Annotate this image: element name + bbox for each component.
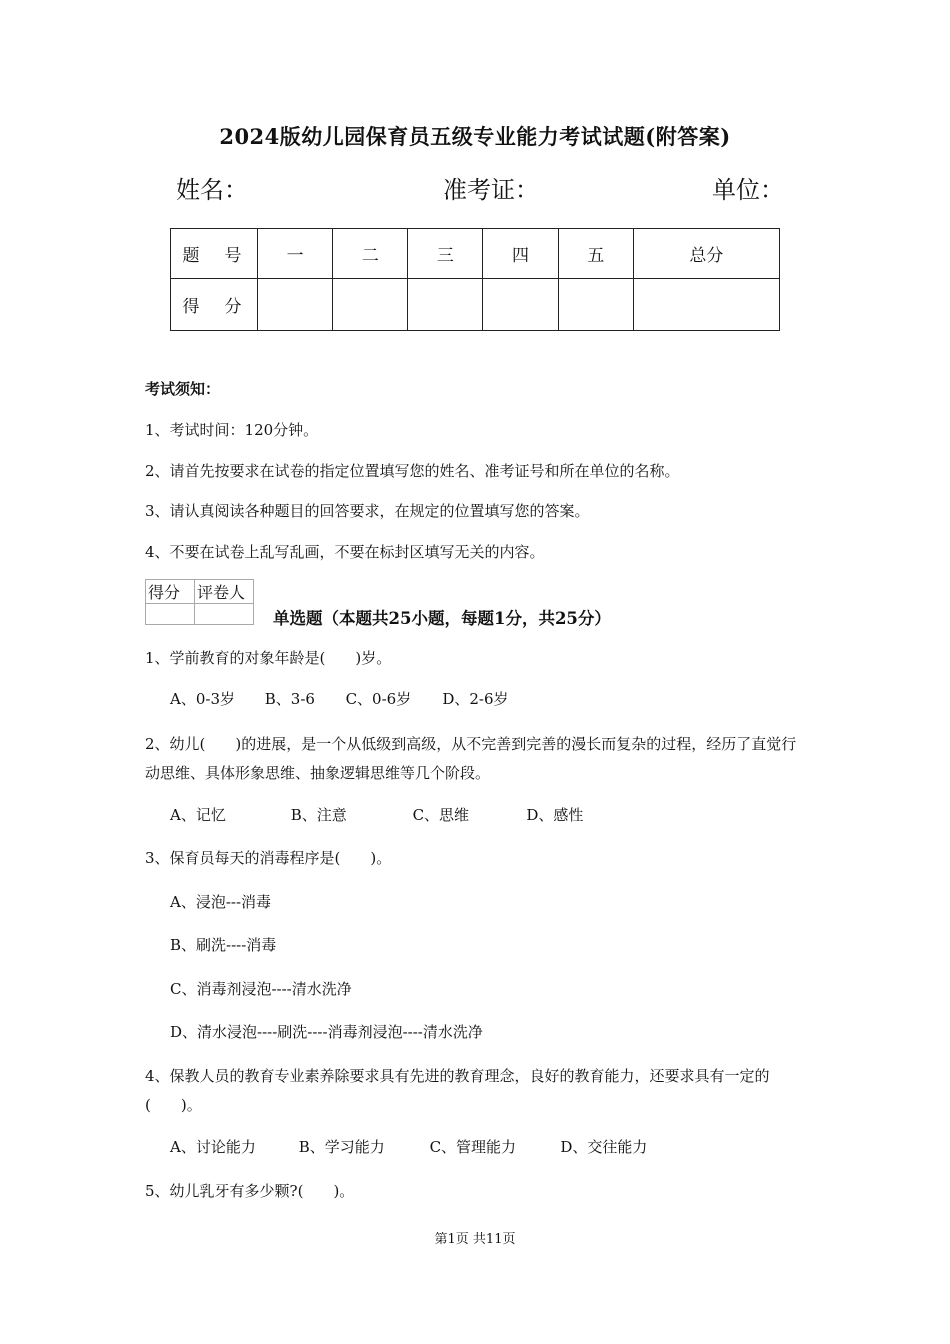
grader-box [145, 579, 254, 625]
grader-box-score-label: 得分 [146, 580, 195, 604]
notice-item: 3、请认真阅读各种题目的回答要求，在规定的位置填写您的答案。 [145, 502, 590, 520]
question-5-text: 5、幼儿乳牙有多少颗?( )。 [145, 1182, 355, 1200]
score-table [170, 228, 780, 331]
option: B、学习能力 [298, 1138, 385, 1156]
score-table-header-cell: 题 号 [171, 229, 258, 279]
exam-id-field-label: 准考证： [443, 176, 539, 204]
score-cell[interactable] [333, 279, 408, 331]
question-2-options [170, 804, 583, 825]
question-1-options [170, 688, 509, 709]
option: C、0-6岁 [345, 690, 412, 708]
option: B、3-6 [264, 690, 315, 708]
score-table-header-cell: 一 [258, 229, 333, 279]
question-3-option: B、刷洗----消毒 [170, 936, 277, 954]
score-table-score-row [171, 279, 780, 331]
grader-box-score-cell[interactable] [146, 604, 195, 625]
document-title: 2024版幼儿园保育员五级专业能力考试试题(附答案) [219, 124, 731, 149]
question-3-option: C、消毒剂浸泡----清水洗净 [170, 980, 352, 998]
option: C、思维 [412, 806, 470, 824]
unit-field-label: 单位： [712, 176, 784, 204]
score-cell[interactable] [483, 279, 558, 331]
score-cell[interactable] [633, 279, 779, 331]
notice-item: 1、考试时间：120分钟。 [145, 421, 319, 439]
grader-box-grader-label: 评卷人 [195, 580, 254, 604]
score-table-header-cell: 四 [483, 229, 558, 279]
option: A、记忆 [170, 806, 226, 824]
notice-item: 2、请首先按要求在试卷的指定位置填写您的姓名、准考证号和所在单位的名称。 [145, 462, 680, 480]
question-2-text: 2、幼儿( )的进展，是一个从低级到高级，从不完善到完善的漫长而复杂的过程，经历了直觉行动思维、具体形象思维、抽象逻辑思维等几个阶段。 [145, 735, 797, 782]
section-title: 单选题（本题共25小题，每题1分，共25分） [273, 609, 611, 628]
score-table-header-cell: 二 [333, 229, 408, 279]
score-cell[interactable] [408, 279, 483, 331]
score-table-header-cell: 三 [408, 229, 483, 279]
option: A、讨论能力 [170, 1138, 256, 1156]
option: A、0-3岁 [170, 690, 235, 708]
name-field-label: 姓名： [176, 176, 248, 204]
score-cell[interactable] [558, 279, 633, 331]
page-footer: 第1页 共11页 [434, 1232, 516, 1247]
notice-heading: 考试须知： [145, 380, 221, 398]
score-cell[interactable] [258, 279, 333, 331]
grader-box-grader-cell[interactable] [195, 604, 254, 625]
score-table-header-cell: 五 [558, 229, 633, 279]
score-table-header-cell: 总分 [633, 229, 779, 279]
question-3-option: D、清水浸泡----刷洗----消毒剂浸泡----清水洗净 [170, 1023, 483, 1041]
question-1-text: 1、学前教育的对象年龄是( )岁。 [145, 649, 392, 667]
option: B、注意 [290, 806, 347, 824]
option: D、交往能力 [560, 1138, 648, 1156]
question-4-text: 4、保教人员的教育专业素养除要求具有先进的教育理念，良好的教育能力，还要求具有一定的( )。 [145, 1067, 770, 1114]
score-table-row-label: 得 分 [171, 279, 258, 331]
score-table-header-row [171, 229, 780, 279]
option: D、2-6岁 [442, 690, 509, 708]
question-4-options [170, 1136, 647, 1157]
question-3-option: A、浸泡---消毒 [170, 893, 272, 911]
notice-item: 4、不要在试卷上乱写乱画，不要在标封区填写无关的内容。 [145, 543, 545, 561]
option: D、感性 [526, 806, 584, 824]
option: C、管理能力 [429, 1138, 517, 1156]
question-3-text: 3、保育员每天的消毒程序是( )。 [145, 849, 392, 867]
